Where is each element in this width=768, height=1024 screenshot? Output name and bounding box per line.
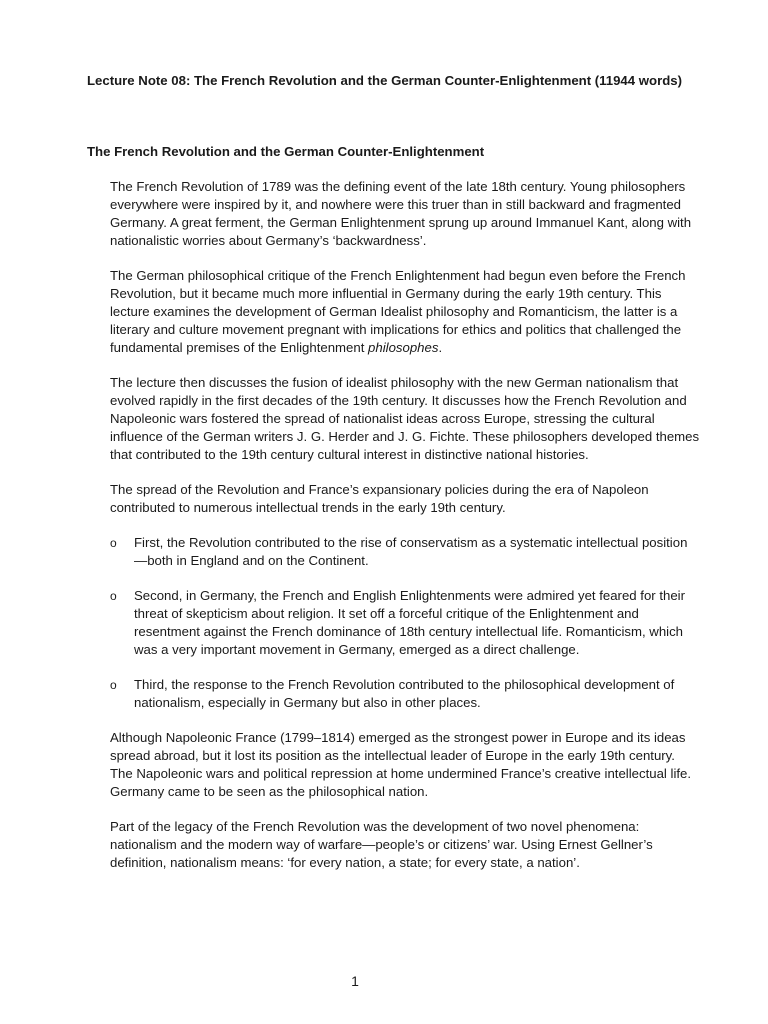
list-item-text: Second, in Germany, the French and English Enlightenments were admired yet feared for their threat of skepticism about religion. It set off a forceful critique of the Enlightenment and resentment against the French dominance of 18th century intellectual life. Romanticism, which was a very important movement in Germany, emerged as a direct challenge. [134,588,685,657]
paragraph-5: Although Napoleonic France (1799–1814) emerged as the strongest power in Europe and its ideas spread abroad, but it lost its position as the intellectual leader of Europe in the early 19th century. The Napoleonic wars and political repression at home undermined France’s creative intellectual life. Germany came to be seen as the philosophical nation. [110,730,692,799]
bullet-marker: o [110,678,117,692]
body-text [110,178,700,889]
paragraph-4: The spread of the Revolution and France’s expansionary policies during the era of Napoleon contributed to numerous intellectual trends in the early 19th century. [110,482,649,515]
page-number: 1 [351,973,359,989]
bullet-list [110,534,700,712]
paragraph-2-end: . [438,340,443,355]
list-item [110,587,700,659]
bullet-marker: o [110,536,117,550]
paragraph-3: The lecture then discusses the fusion of idealist philosophy with the new German nationalism that evolved rapidly in the first decades of the 19th century. It discusses how the French Revolution and Napoleonic wars fostered the spread of nationalist ideas across Europe, stressing the cultural influence of the German writers J. G. Herder and J. G. Fichte. These philosophers developed themes that contributed to the 19th century cultural interest in distinctive national histories. [110,375,700,462]
paragraph-1: The French Revolution of 1789 was the defining event of the late 18th century. Young philosophers everywhere were inspired by it, and nowhere were this truer than in still backward and fragmented Germany. A great ferment, the German Enlightenment sprung up around Immanuel Kant, along with nationalistic worries about Germany’s ‘backwardness’. [110,179,692,248]
paragraph-2 [110,267,700,357]
list-item-text: First, the Revolution contributed to the rise of conservatism as a systematic intellectual position—both in England and on the Continent. [134,535,688,568]
document-title: Lecture Note 08: The French Revolution and the German Counter-Enlightenment (11944 words) [87,73,682,88]
bullet-marker: o [110,589,117,603]
list-item [110,534,700,570]
paragraph-2-text: The German philosophical critique of the French Enlightenment had begun even before the French Revolution, but it became much more influential in Germany during the early 19th century. This lecture examines the development of German Idealist philosophy and Romanticism, the latter is a literary and culture movement pregnant with implications for ethics and politics that challenged the fundamental premises of the Enlightenment [110,268,686,355]
paragraph-2-italic: philosophes [368,340,439,355]
paragraph-6: Part of the legacy of the French Revolution was the development of two novel phenomena: nationalism and the modern way of warfare—people’s or citizens’ war. Using Ernest Gellner’s definition, nationalism means: ‘for every nation, a state; for every state, a nation’. [110,819,653,870]
section-heading: The French Revolution and the German Counter-Enlightenment [87,144,485,159]
list-item [110,676,700,712]
list-item-text: Third, the response to the French Revolution contributed to the philosophical development of nationalism, especially in Germany but also in other places. [134,677,675,710]
